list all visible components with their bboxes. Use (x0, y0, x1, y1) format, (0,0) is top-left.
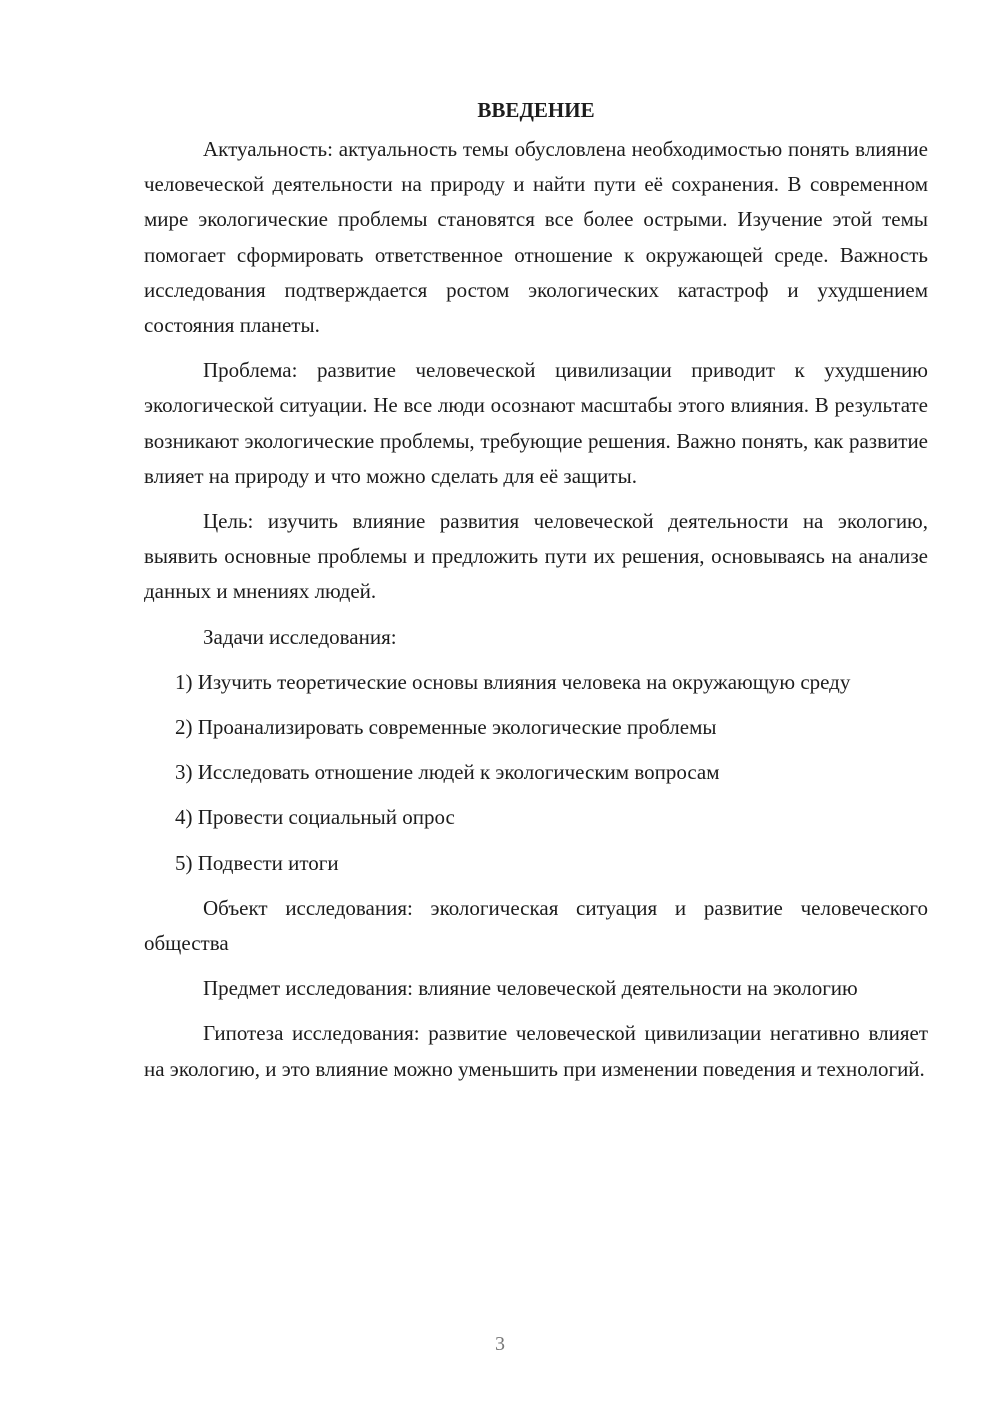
object-paragraph: Объект исследования: экологическая ситуация и развитие человеческого общества (144, 895, 928, 956)
page-title: ВВЕДЕНИЕ (477, 98, 595, 122)
goal-paragraph: Цель: изучить влияние развития человеческой деятельности на экологию, выявить основные проблемы и предложить пути их решения, основываясь на анализе данных и мнениях людей. (144, 509, 928, 604)
list-item: 1) Изучить теоретические основы влияния человека на окружающую среду (175, 669, 851, 694)
list-item: 2) Проанализировать современные экологические проблемы (175, 715, 717, 740)
tasks-heading: Задачи исследования: (203, 624, 397, 649)
relevance-paragraph: Актуальность: актуальность темы обусловлена необходимостью понять влияние человеческой деятельности на природу и найти пути её сохранения. В современном мире экологические проблемы становятся все более острыми. Изучение этой темы помогает сформировать ответственное отношение к окружающей среде. Важность исследования подтверждается ростом экологических катастроф и ухудшением состояния планеты. (144, 137, 928, 338)
list-item: 5) Подвести итоги (175, 850, 339, 875)
document-page (144, 92, 928, 1097)
page-number: 3 (495, 1333, 505, 1355)
tasks-list (144, 665, 928, 881)
hypothesis-paragraph: Гипотеза исследования: развитие человеческой цивилизации негативно влияет на экологию, и это влияние можно уменьшить при изменении поведения и технологий. (144, 1021, 928, 1081)
subject-paragraph: Предмет исследования: влияние человеческой деятельности на экологию (203, 976, 858, 1001)
problem-paragraph: Проблема: развитие человеческой цивилизации приводит к ухудшению экологической ситуации. Не все люди осознают масштабы этого влияния. В результате возникают экологические проблемы, требующие решения. Важно понять, как развитие влияет на природу и что можно сделать для её защиты. (144, 358, 928, 488)
list-item: 3) Исследовать отношение людей к экологическим вопросам (175, 760, 720, 785)
list-item: 4) Провести социальный опрос (175, 805, 455, 830)
